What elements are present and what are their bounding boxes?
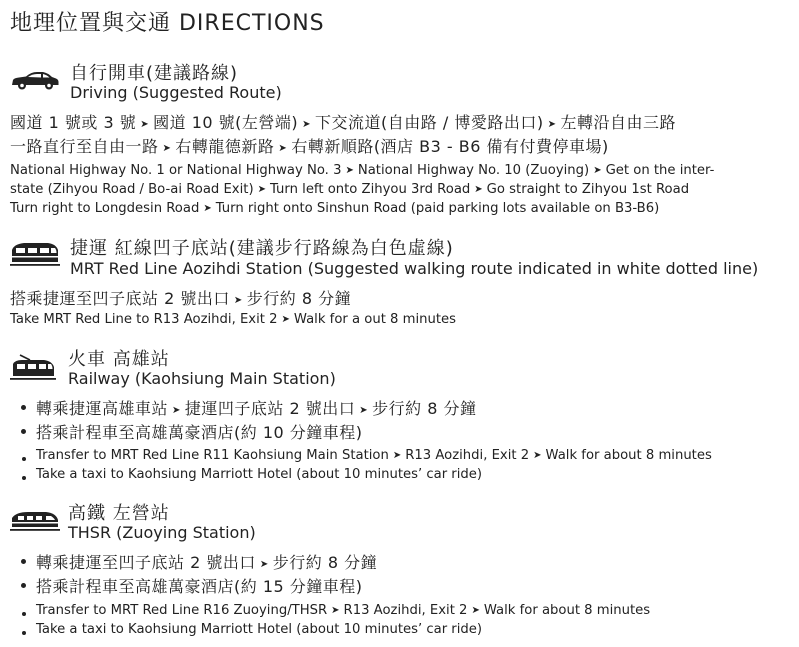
thsr-title-zh: 高鐵 左營站 bbox=[68, 503, 170, 524]
mrt-train-icon bbox=[10, 240, 60, 268]
thsr-route-zh-item2: 搭乘計程車至高雄萬豪酒店(約 15 分鐘車程) bbox=[36, 577, 363, 596]
driving-route-en-line2: state (Zihyou Road / Bo-ai Road Exit) ➤ Turn left onto Zihyou 3rd Road ➤ Go straight to Zihyou 1st Road bbox=[10, 182, 690, 197]
driving-title-zh: 自行開車(建議路線) bbox=[70, 63, 239, 84]
thsr-route-en-item2: Take a taxi to Kaohsiung Marriott Hotel (about 10 minutes’ car ride) bbox=[36, 622, 483, 637]
railway-route-zh-item1: 轉乘捷運高雄車站 ➤ 捷運凹子底站 2 號出口 ➤ 步行約 8 分鐘 bbox=[36, 399, 477, 418]
page-title: 地理位置與交通 DIRECTIONS bbox=[10, 11, 325, 36]
driving-route-zh-line2: 一路直行至自由一路 ➤ 右轉龍德新路 ➤ 右轉新順路(酒店 B3 - B6 備有付費停車場) bbox=[10, 137, 609, 156]
railway-title-en: Railway (Kaohsiung Main Station) bbox=[68, 369, 336, 388]
railway-route-zh-item2: 搭乘計程車至高雄萬豪酒店(約 10 分鐘車程) bbox=[36, 423, 363, 442]
bullet-dot bbox=[21, 429, 26, 434]
mrt-route-zh: 搭乘捷運至凹子底站 2 號出口 ➤ 步行約 8 分鐘 bbox=[10, 289, 352, 308]
mrt-title-zh: 捷運 紅線凹子底站(建議步行路線為白色虛線) bbox=[70, 238, 454, 259]
bullet-dot bbox=[22, 631, 26, 635]
high-speed-rail-icon bbox=[10, 509, 60, 533]
mrt-route-en: Take MRT Red Line to R13 Aozihdi, Exit 2 ➤ Walk for a out 8 minutes bbox=[10, 312, 457, 327]
mrt-title-en: MRT Red Line Aozihdi Station (Suggested walking route indicated in white dotted line) bbox=[70, 259, 759, 278]
bullet-dot bbox=[21, 405, 26, 410]
bullet-dot bbox=[22, 612, 26, 616]
railway-route-en-item2: Take a taxi to Kaohsiung Marriott Hotel (about 10 minutes’ car ride) bbox=[36, 467, 483, 482]
bullet-dot bbox=[22, 476, 26, 480]
car-icon bbox=[10, 68, 60, 92]
driving-title-en: Driving (Suggested Route) bbox=[70, 83, 282, 102]
bullet-dot bbox=[21, 559, 26, 564]
driving-route-en-line3: Turn right to Longdesin Road ➤ Turn right onto Sinshun Road (paid parking lots available on B3-B6) bbox=[10, 201, 660, 216]
thsr-route-zh-item1: 轉乘捷運至凹子底站 2 號出口 ➤ 步行約 8 分鐘 bbox=[36, 553, 378, 572]
bullet-dot bbox=[21, 583, 26, 588]
driving-route-en-line1: National Highway No. 1 or National Highway No. 3 ➤ National Highway No. 10 (Zuoying) ➤ Get on the inter- bbox=[10, 163, 715, 178]
railway-train-icon bbox=[10, 354, 56, 382]
railway-title-zh: 火車 高雄站 bbox=[68, 349, 170, 370]
thsr-title-en: THSR (Zuoying Station) bbox=[68, 523, 256, 542]
driving-route-zh-line1: 國道 1 號或 3 號 ➤ 國道 10 號(左營端) ➤ 下交流道(自由路 / 博愛路出口) ➤ 左轉沿自由三路 bbox=[10, 113, 676, 132]
railway-route-en-item1: Transfer to MRT Red Line R11 Kaohsiung Main Station ➤ R13 Aozihdi, Exit 2 ➤ Walk for about 8 minutes bbox=[36, 448, 712, 463]
bullet-dot bbox=[22, 457, 26, 461]
thsr-route-en-item1: Transfer to MRT Red Line R16 Zuoying/THSR ➤ R13 Aozihdi, Exit 2 ➤ Walk for about 8 minutes bbox=[36, 603, 651, 618]
